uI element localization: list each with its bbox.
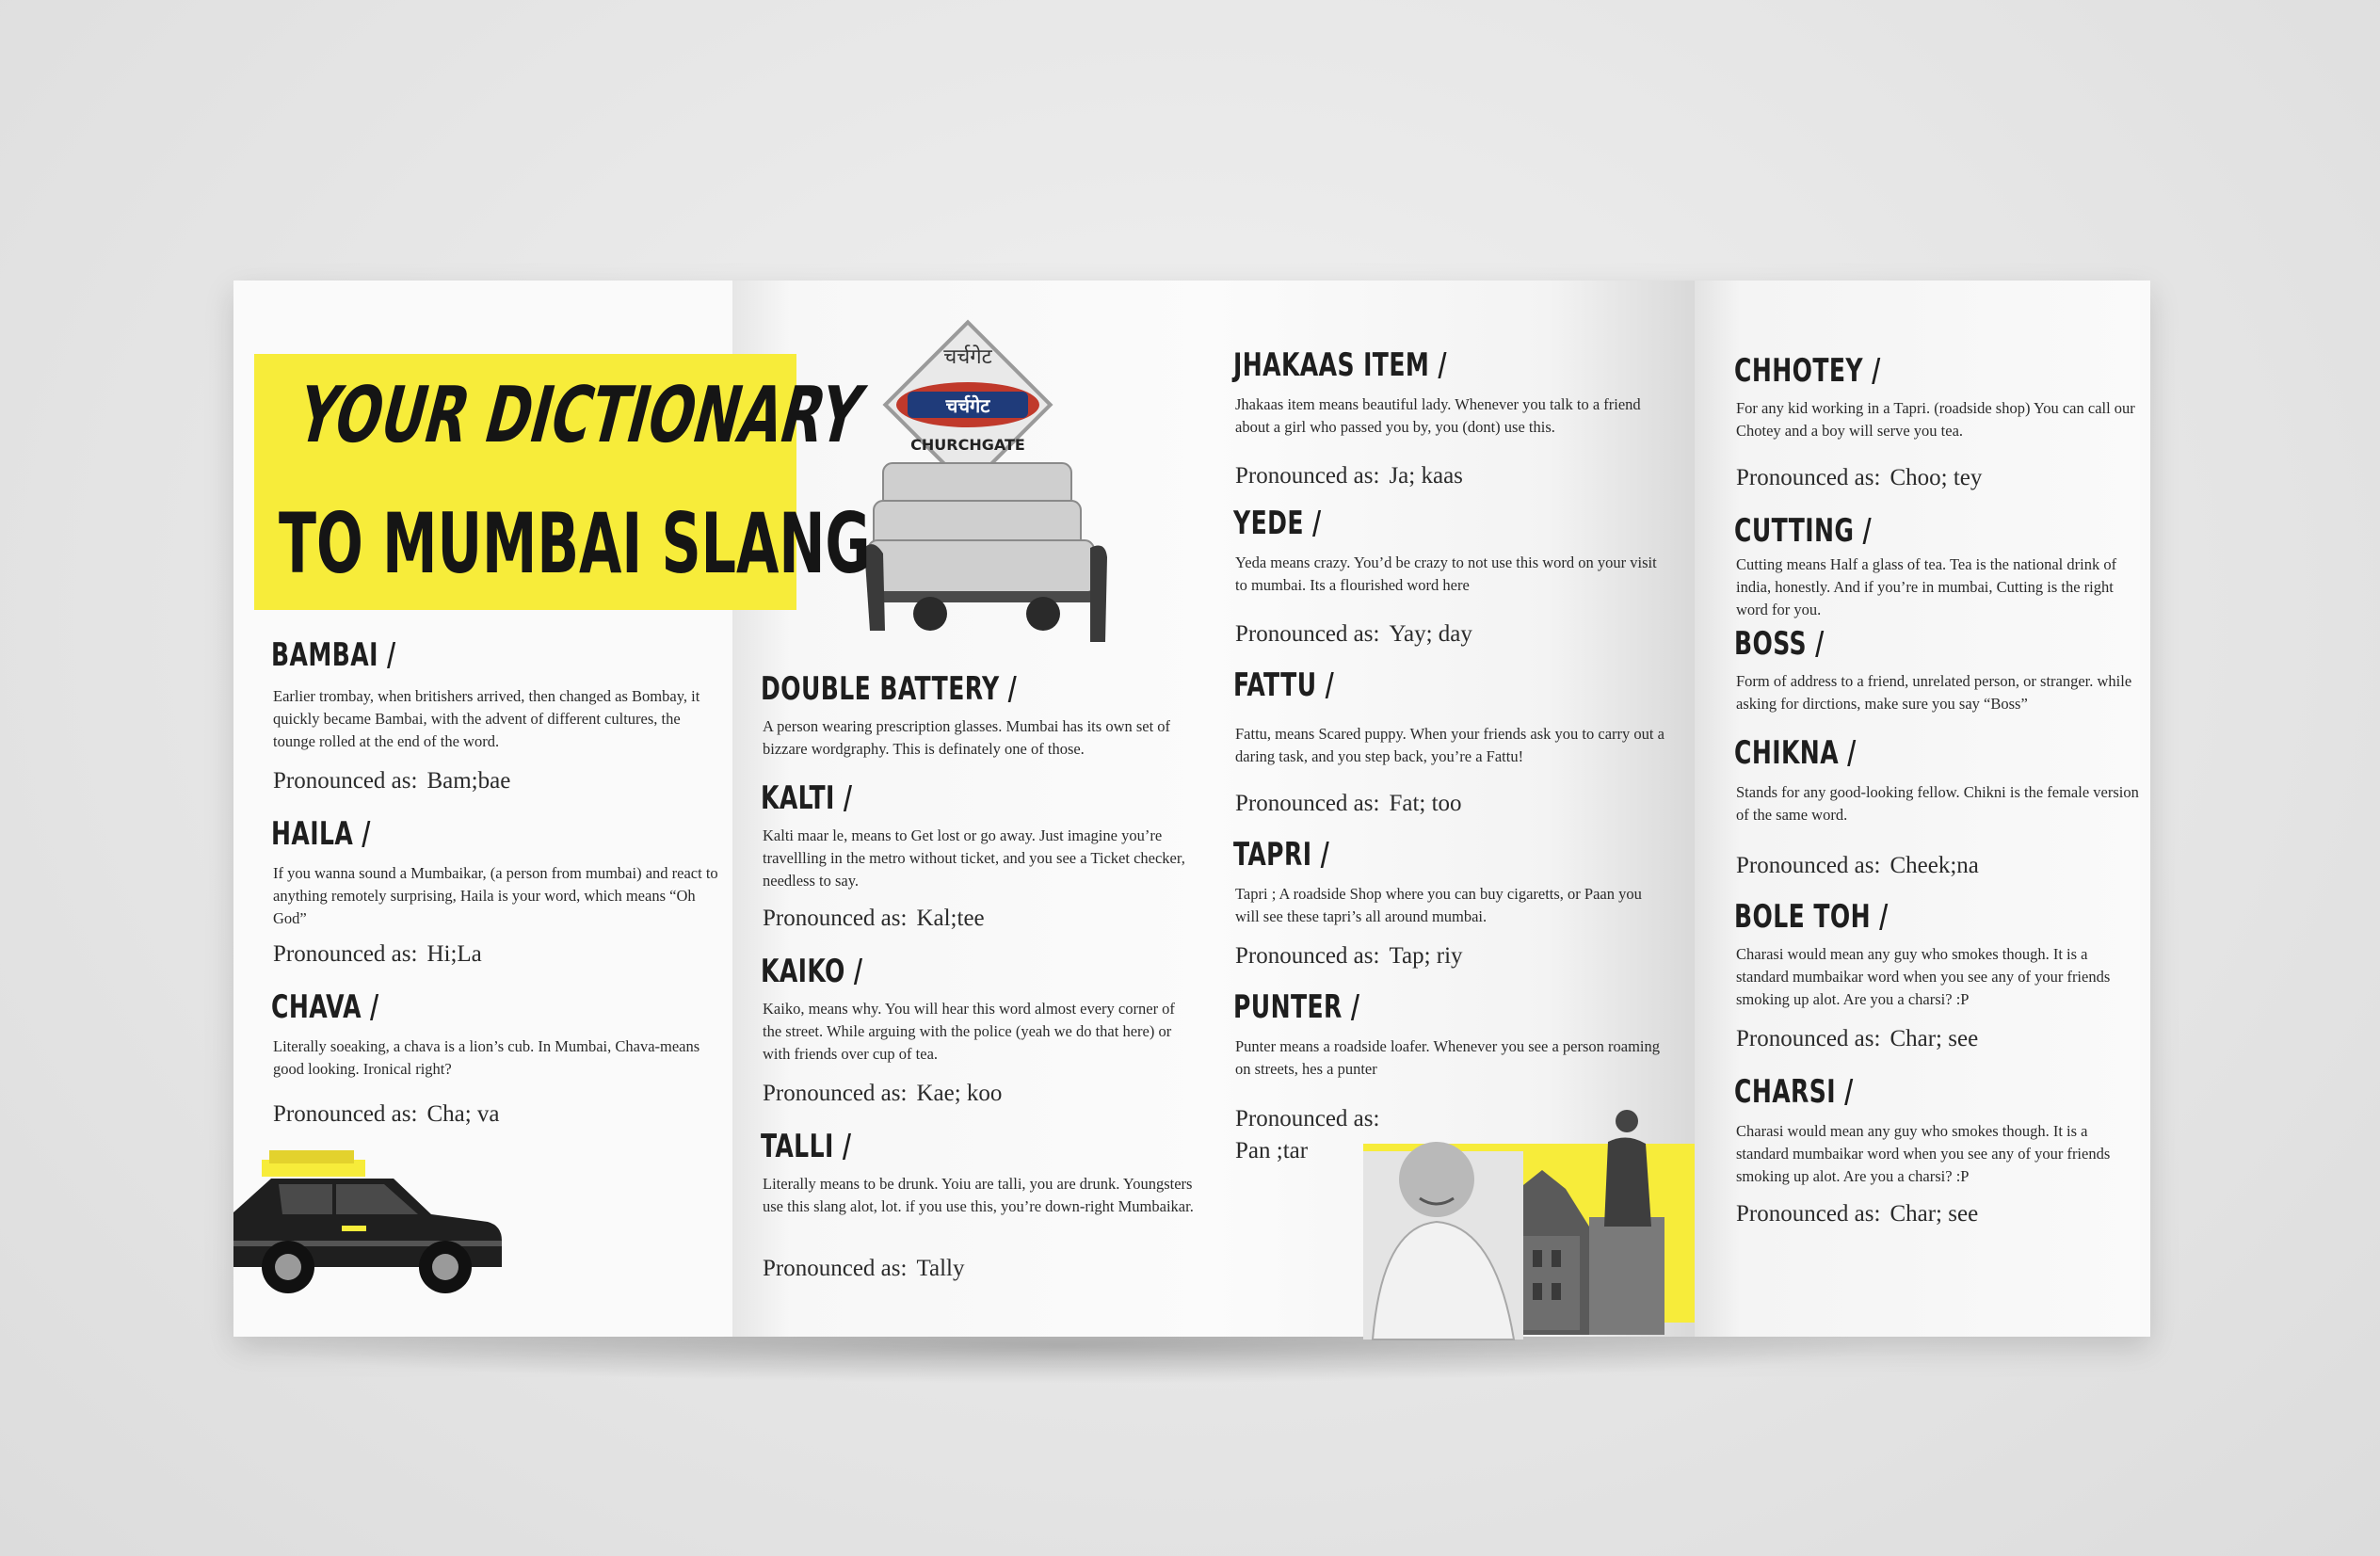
title-line-2: TO MUMBAI SLANG xyxy=(279,495,871,592)
def-boss: Form of address to a friend, unrelated person, or stranger. while asking for dirctions, make sure you say “Boss” xyxy=(1736,672,2132,713)
def-jhakaas-item: Jhakaas item means beautiful lady. Whenever you talk to a friend about a girl who passed you by, you (dont) use this. xyxy=(1235,395,1641,436)
pron-punter: Pronounced as: Pan ;tar xyxy=(1235,1106,1380,1163)
def-yede: Yeda means crazy. You’d be crazy to not use this word on your visit to mumbai. Its a flourished word here xyxy=(1235,553,1657,594)
pron-charsi: Pronounced as: Char; see xyxy=(1736,1201,1979,1227)
term-charsi: CHARSI / xyxy=(1734,1073,1854,1111)
term-bole-toh: BOLE TOH / xyxy=(1734,898,1889,936)
def-punter: Punter means a roadside loafer. Whenever you see a person roaming on streets, hes a punter xyxy=(1235,1037,1660,1078)
def-fattu: Fattu, means Scared puppy. When your friends ask you to carry out a daring task, and you step back, you’re a Fattu! xyxy=(1235,725,1664,765)
term-punter: PUNTER / xyxy=(1233,988,1360,1026)
pron-haila: Pronounced as: Hi;La xyxy=(273,941,482,967)
term-yede: YEDE / xyxy=(1233,505,1322,542)
churchgate-cart-illustration xyxy=(864,331,1109,651)
pron-talli: Pronounced as: Tally xyxy=(763,1256,965,1281)
title-line-1: YOUR DICTIONARY xyxy=(288,371,872,460)
trifold-brochure xyxy=(233,281,2150,1337)
pron-chikna: Pronounced as: Cheek;na xyxy=(1736,853,1979,878)
def-haila: If you wanna sound a Mumbaikar, (a person from mumbai) and react to anything remotely surprising, Haila is your word, which means “Oh God” xyxy=(273,864,718,927)
sign-devanagari: चर्चगेट xyxy=(945,394,990,417)
def-charsi: Charasi would mean any guy who smokes though. It is a standard mumbaikar word when you see any of your friends smoking up alot. Are you a charsi? :P xyxy=(1736,1122,2111,1185)
term-chhotey: CHHOTEY / xyxy=(1734,352,1881,390)
def-bambai: Earlier trombay, when britishers arrived, then changed as Bombay, it quickly became Bambai, with the advent of different cultures, the tounge rolled at the end of the word. xyxy=(273,687,700,750)
term-haila: HAILA / xyxy=(271,815,371,853)
term-fattu: FATTU / xyxy=(1233,666,1335,704)
def-tapri: Tapri ; A roadside Shop where you can buy cigaretts, or Paan you will see these tapri’s all around mumbai. xyxy=(1235,885,1642,925)
pron-tapri: Pronounced as: Tap; riy xyxy=(1235,943,1463,969)
def-talli: Literally means to be drunk. Yoiu are talli, you are drunk. Youngsters use this slang alot, lot. if you use this, you’re down-right Mumbaikar. xyxy=(763,1175,1194,1215)
term-bambai: BAMBAI / xyxy=(271,636,396,674)
pron-fattu: Pronounced as: Fat; too xyxy=(1235,791,1462,816)
term-chikna: CHIKNA / xyxy=(1734,734,1857,772)
def-chava: Literally soeaking, a chava is a lion’s cub. In Mumbai, Chava-means good looking. Ironical right? xyxy=(273,1037,700,1078)
def-chikna: Stands for any good-looking fellow. Chikni is the female version of the same word. xyxy=(1736,783,2139,824)
sign-latin: CHURCHGATE xyxy=(910,436,1025,454)
pron-bambai: Pronounced as: Bam;bae xyxy=(273,768,511,794)
def-cutting: Cutting means Half a glass of tea. Tea is the national drink of india, honestly. And if you’re in mumbai, Cutting is the right word for you. xyxy=(1736,555,2117,618)
term-tapri: TAPRI / xyxy=(1233,836,1330,874)
def-double-battery: A person wearing prescription glasses. Mumbai has its own set of bizzare wordgraphy. This is definately one of those. xyxy=(763,717,1171,758)
pron-kaiko: Pronounced as: Kae; koo xyxy=(763,1081,1003,1106)
term-boss: BOSS / xyxy=(1734,625,1825,663)
term-double-battery: DOUBLE BATTERY / xyxy=(761,670,1018,708)
term-cutting: CUTTING / xyxy=(1734,512,1873,550)
def-kaiko: Kaiko, means why. You will hear this word almost every corner of the street. While arguing with the police (yeah we do that here) or with friends over cup of tea. xyxy=(763,1000,1175,1063)
term-kalti: KALTI / xyxy=(761,779,853,817)
pron-chhotey: Pronounced as: Choo; tey xyxy=(1736,465,1983,490)
def-bole-toh: Charasi would mean any guy who smokes though. It is a standard mumbaikar word when you see any of your friends smoking up alot. Are you a charsi? :P xyxy=(1736,945,2111,1008)
sign-devanagari-top: चर्चगेट xyxy=(943,345,992,369)
title-banner xyxy=(254,354,872,610)
term-kaiko: KAIKO / xyxy=(761,953,863,990)
pron-chava: Pronounced as: Cha; va xyxy=(273,1101,500,1127)
pron-kalti: Pronounced as: Kal;tee xyxy=(763,906,985,931)
pron-yede: Pronounced as: Yay; day xyxy=(1235,621,1472,647)
portrait-collage-illustration xyxy=(1354,1085,1695,1339)
def-chhotey: For any kid working in a Tapri. (roadside shop) You can call our Chotey and a boy will serve you tea. xyxy=(1736,399,2135,440)
panel-3 xyxy=(1213,281,1695,1337)
term-jhakaas-item: JHAKAAS ITEM / xyxy=(1233,346,1447,384)
def-kalti: Kalti maar le, means to Get lost or go away. Just imagine you’re travellling in the metro without ticket, and you see a Ticket checker, needless to say. xyxy=(763,826,1185,890)
pron-jhakaas-item: Pronounced as: Ja; kaas xyxy=(1235,463,1463,489)
term-chava: CHAVA / xyxy=(271,988,379,1026)
term-talli: TALLI / xyxy=(761,1128,852,1165)
pron-bole-toh: Pronounced as: Char; see xyxy=(1736,1026,1979,1051)
panel-4 xyxy=(1695,281,2150,1337)
taxi-illustration xyxy=(233,1147,507,1297)
